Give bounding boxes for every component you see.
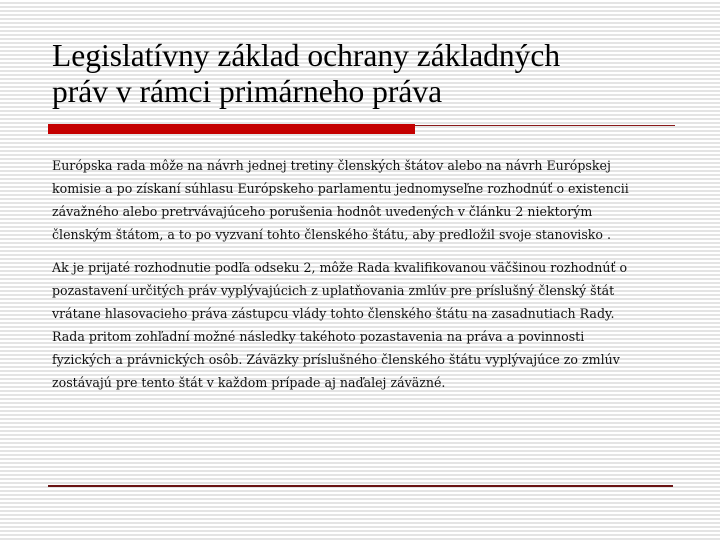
text-line: Európska rada môže na návrh jednej tretiny členských štátov alebo na návrh Európskej [52,158,611,173]
text-line: zostávajú pre tento štát v každom prípade aj naďalej záväzné. [52,375,446,390]
text-line: pozastavení určitých práv vyplývajúcich z uplatňovania zmlúv pre príslušný členský štát [52,283,615,298]
title-underline-thin [415,125,675,126]
text-line: závažného alebo pretrvávajúceho porušenia hodnôt uvedených v článku 2 niektorým [52,204,593,219]
footer-rule [48,485,673,487]
title-line-2: práv v rámci primárneho práva [52,74,443,109]
text-line: fyzických a právnických osôb. Záväzky príslušného členského štátu vyplývajúce zo zmlúv [52,352,620,367]
paragraph-1 [52,154,702,246]
title-line-1: Legislatívny základ ochrany základných [52,38,561,73]
text-line: vrátane hlasovacieho práva zástupcu vlády tohto členského štátu na zasadnutiach Rady. [52,306,615,321]
title-underline-accent [48,124,415,134]
slide-body [52,154,702,404]
text-line: členským štátom, a to po vyzvaní tohto členského štátu, aby predložil svoje stanovisko . [52,227,612,242]
slide-title [52,38,692,110]
text-line: komisie a po získaní súhlasu Európskeho parlamentu jednomyseľne rozhodnúť o existencii [52,181,629,196]
text-line: Ak je prijaté rozhodnutie podľa odseku 2, môže Rada kvalifikovanou väčšinou rozhodnúť o [52,260,628,275]
paragraph-2 [52,256,702,394]
text-line: Rada pritom zohľadní možné následky takéhoto pozastavenia na práva a povinnosti [52,329,585,344]
